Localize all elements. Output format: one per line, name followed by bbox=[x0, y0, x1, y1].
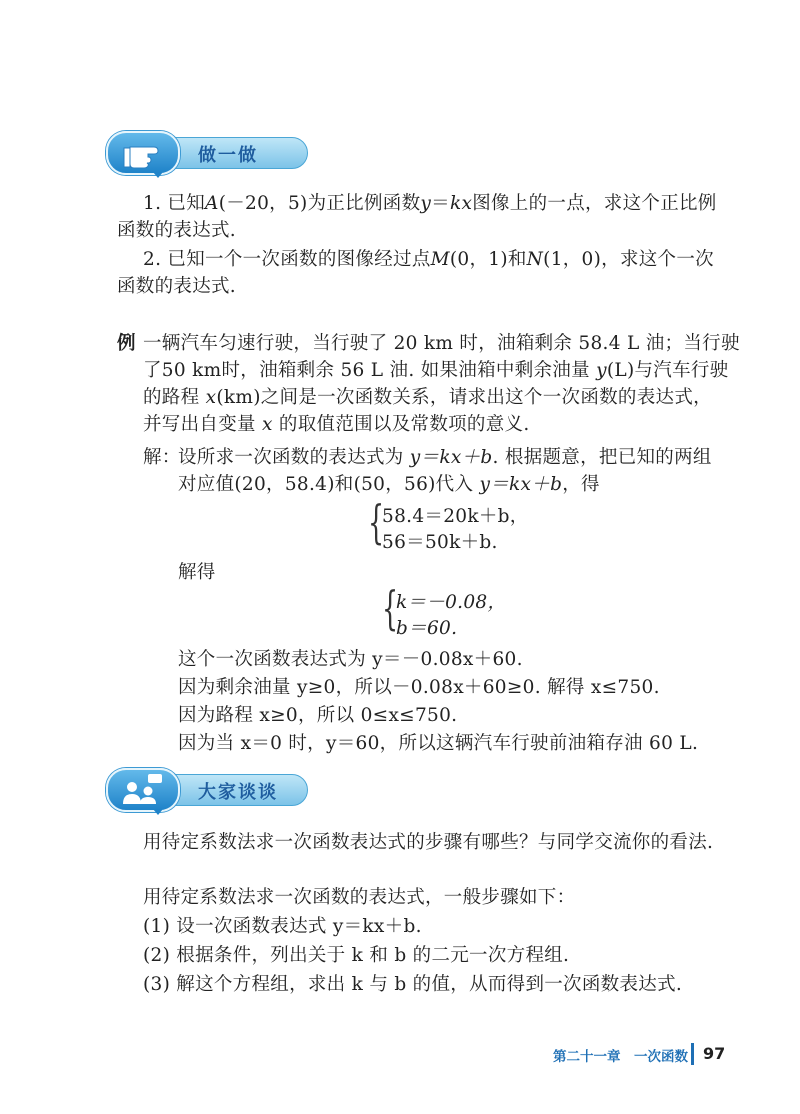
equation: y＝kx＋b bbox=[409, 447, 493, 468]
q2-point-n: N bbox=[526, 249, 544, 270]
result-line3: 因为路程 x≥0，所以 0≤x≤750. bbox=[178, 705, 458, 726]
solution-label: 解： bbox=[143, 447, 181, 468]
solve-word: 解得 bbox=[178, 562, 216, 583]
step-3: (3) 解这个方程组，求出 k 与 b 的值，从而得到一次函数表达式. bbox=[143, 974, 683, 995]
step-1: (1) 设一次函数表达式 y＝kx＋b. bbox=[143, 916, 422, 937]
solution-line2 bbox=[178, 470, 600, 496]
system2-eq1: k＝－0.08， bbox=[396, 592, 507, 613]
var-y: y bbox=[596, 360, 607, 381]
system1-eq1: 58.4＝20k＋b， bbox=[382, 506, 529, 527]
example-text: 了50 km时，油箱剩余 56 L 油. 如果油箱中剩余油量 bbox=[143, 360, 590, 381]
example-text: 的取值范围以及常数项的意义. bbox=[278, 414, 530, 435]
steps-intro: 用待定系数法求一次函数的表达式，一般步骤如下： bbox=[143, 887, 576, 908]
q2-text: 2. 已知一个一次函数的图像经过点 bbox=[143, 249, 431, 270]
example-text: 的路程 bbox=[143, 387, 200, 408]
solution-text: . 根据题意，把已知的两组 bbox=[492, 447, 712, 468]
q1-line1 bbox=[143, 189, 717, 215]
q1-text: (－20，5)为正比例函数 bbox=[218, 193, 421, 214]
q2-text: (0，1)和 bbox=[449, 249, 527, 270]
var-x: x bbox=[205, 387, 217, 408]
example-line3 bbox=[143, 383, 712, 409]
q2-line2: 函数的表达式. bbox=[117, 276, 236, 297]
system2-eq2: b＝60. bbox=[396, 618, 458, 639]
q2-line1 bbox=[143, 245, 714, 271]
badge-circle bbox=[106, 131, 180, 175]
section-badge-zuoyizuo bbox=[106, 131, 316, 173]
page-number: 97 bbox=[703, 1044, 726, 1063]
badge-pointer bbox=[153, 172, 163, 178]
q1-text: 图像上的一点，求这个正比例 bbox=[472, 193, 717, 214]
example-label: 例 bbox=[117, 333, 136, 354]
solution-line1 bbox=[178, 443, 712, 469]
q1-line2: 函数的表达式. bbox=[117, 220, 236, 241]
pointing-hand-icon bbox=[108, 133, 178, 173]
step-2: (2) 根据条件，列出关于 k 和 b 的二元一次方程组. bbox=[143, 945, 570, 966]
discussion-people-icon bbox=[108, 770, 178, 810]
solution-text: ，得 bbox=[562, 474, 600, 495]
page-footer bbox=[553, 1044, 726, 1067]
footer-divider bbox=[691, 1043, 694, 1065]
system1-eq2: 56＝50k＋b. bbox=[382, 532, 498, 553]
q2-text: (1，0)，求这个一次 bbox=[543, 249, 714, 270]
badge-circle bbox=[106, 768, 180, 812]
solution-text: 设所求一次函数的表达式为 bbox=[178, 447, 404, 468]
discussion-question: 用待定系数法求一次函数表达式的步骤有哪些？与同学交流你的看法. bbox=[143, 832, 714, 853]
system-brace-1: { bbox=[368, 495, 385, 549]
example-text: 并写出自变量 bbox=[143, 414, 256, 435]
example-text: (km)之间是一次函数关系，请求出这个一次函数的表达式， bbox=[216, 387, 712, 408]
q1-eq: ＝ bbox=[431, 193, 450, 214]
section-badge-dajiatantan bbox=[106, 768, 316, 810]
badge-pointer bbox=[153, 809, 163, 815]
equation: y＝kx＋b bbox=[479, 474, 563, 495]
solution-text: 对应值(20，58.4)和(50，56)代入 bbox=[178, 474, 474, 495]
result-line2: 因为剩余油量 y≥0，所以－0.08x＋60≥0. 解得 x≤750. bbox=[178, 677, 660, 698]
q1-text: 1. 已知 bbox=[143, 193, 206, 214]
result-line4: 因为当 x＝0 时，y＝60，所以这辆汽车行驶前油箱存油 60 L. bbox=[178, 733, 699, 754]
q2-point-m: M bbox=[430, 249, 450, 270]
example-line1: 一辆汽车匀速行驶，当行驶了 20 km 时，油箱剩余 58.4 L 油；当行驶 bbox=[143, 333, 740, 354]
chapter-title: 第二十一章 一次函数 bbox=[553, 1049, 688, 1065]
var-x: x bbox=[262, 414, 273, 435]
section2-title: 大家谈谈 bbox=[198, 782, 278, 803]
example-text: (L)与汽车行驶 bbox=[606, 360, 729, 381]
result-line1: 这个一次函数表达式为 y＝－0.08x＋60. bbox=[178, 649, 523, 670]
q1-point-var: A bbox=[205, 193, 219, 214]
example-line4 bbox=[143, 410, 530, 436]
q1-var-y: y bbox=[420, 193, 432, 214]
q1-var-kx: kx bbox=[449, 193, 473, 214]
system-brace-2: { bbox=[382, 581, 399, 635]
section1-title: 做一做 bbox=[198, 145, 258, 166]
example-line2 bbox=[143, 356, 728, 382]
